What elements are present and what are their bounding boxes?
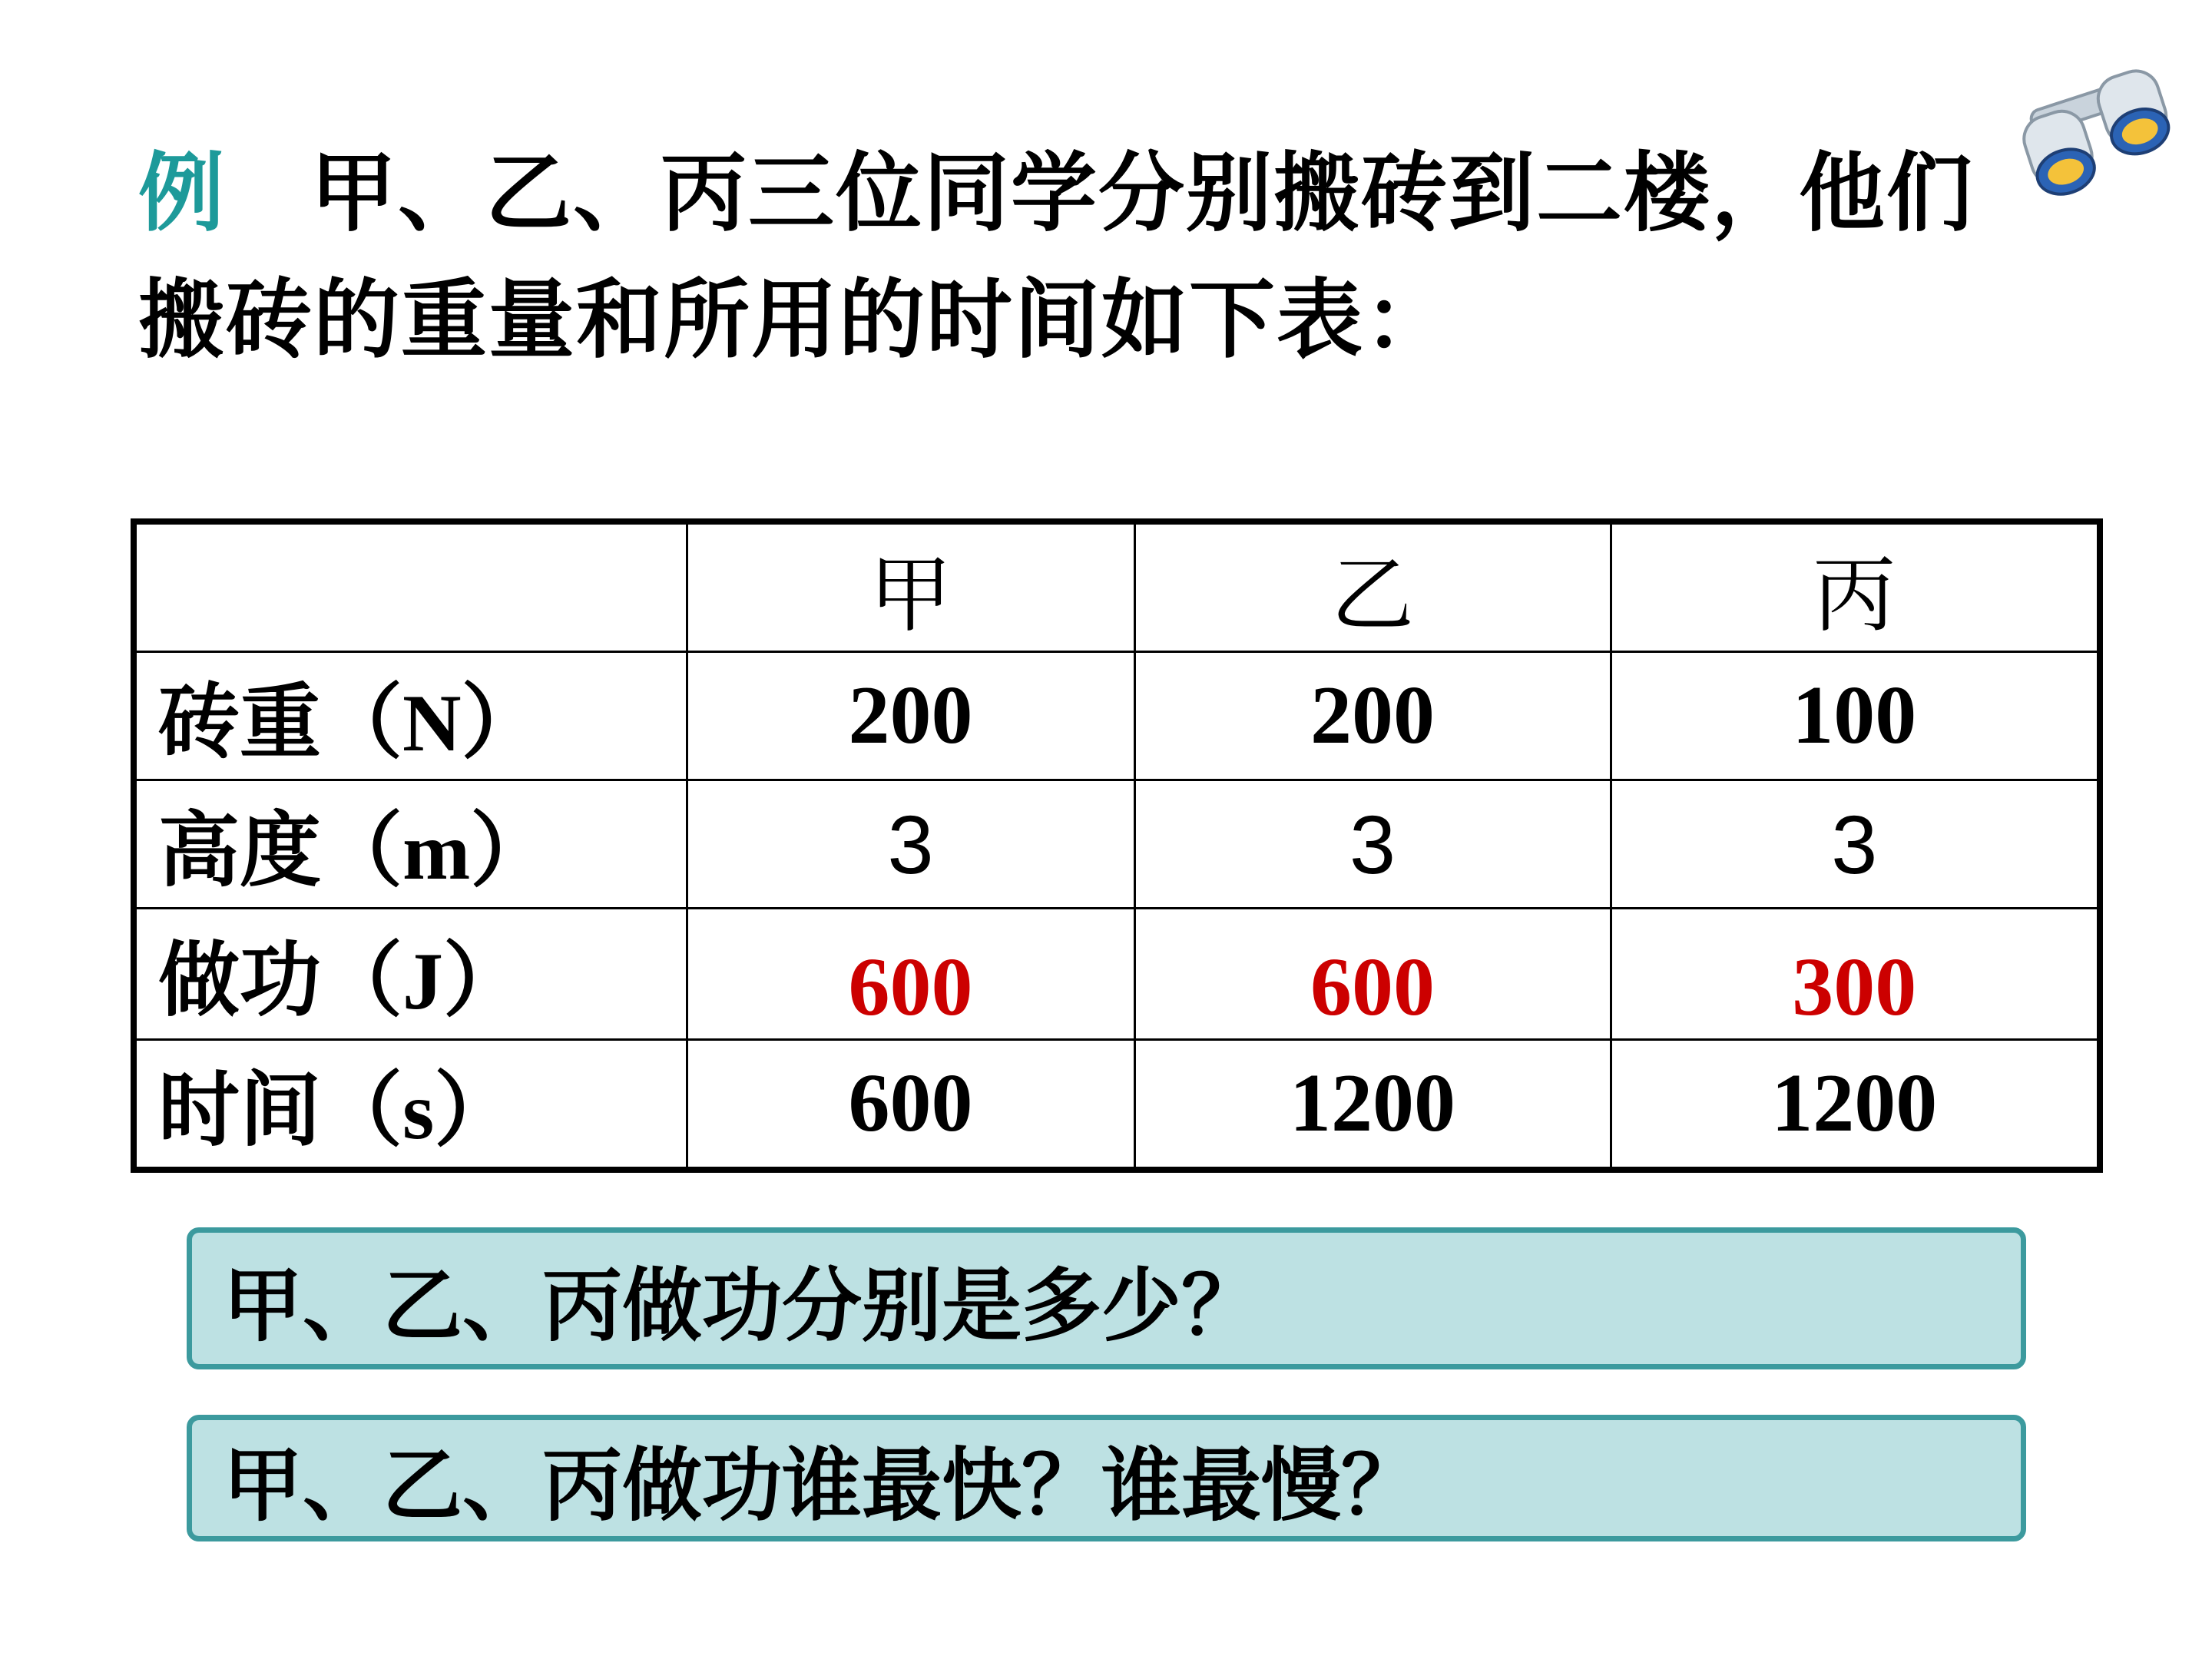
work-data-table xyxy=(131,518,2103,1173)
table-cell-answer: 600 xyxy=(687,909,1134,1040)
question-text: 甲、乙、丙做功分别是多少？ xyxy=(223,1258,1262,1353)
table-cell: 1200 xyxy=(1134,1040,1611,1171)
header-cell-bing: 丙 xyxy=(1611,522,2100,652)
table-cell: 200 xyxy=(1134,652,1611,780)
row-label-brick-weight: 砖重（N） xyxy=(134,652,687,780)
table-row xyxy=(134,780,2100,909)
table-cell: 1200 xyxy=(1611,1040,2100,1171)
table-cell-answer: 300 xyxy=(1611,909,2100,1040)
example-marker: 例 xyxy=(138,144,226,243)
table-cell: 3 xyxy=(687,780,1134,909)
table-row xyxy=(134,909,2100,1040)
table-cell: 3 xyxy=(1611,780,2100,909)
table-row xyxy=(134,1040,2100,1171)
row-label-height: 高度（m） xyxy=(134,780,687,909)
header-cell-jia: 甲 xyxy=(687,522,1134,652)
header-cell-yi: 乙 xyxy=(1134,522,1611,652)
binoculars-icon xyxy=(2005,46,2189,200)
problem-statement xyxy=(138,131,2012,384)
table-header-row xyxy=(134,522,2100,652)
problem-text: 甲、乙、丙三位同学分别搬砖到二楼，他们搬砖的重量和所用的时间如下表： xyxy=(138,144,1974,370)
table-cell: 200 xyxy=(687,652,1134,780)
table-row xyxy=(134,652,2100,780)
question-box-work-amount xyxy=(187,1227,2026,1369)
table-cell: 100 xyxy=(1611,652,2100,780)
row-label-time: 时间（s） xyxy=(134,1040,687,1171)
table-cell-answer: 600 xyxy=(1134,909,1611,1040)
question-text: 甲、乙、丙做功谁最快？谁最慢？ xyxy=(223,1438,1422,1532)
table-cell: 3 xyxy=(1134,780,1611,909)
table-cell: 600 xyxy=(687,1040,1134,1171)
question-box-work-speed xyxy=(187,1415,2026,1541)
header-cell-empty xyxy=(134,522,687,652)
row-label-work: 做功（J） xyxy=(134,909,687,1040)
